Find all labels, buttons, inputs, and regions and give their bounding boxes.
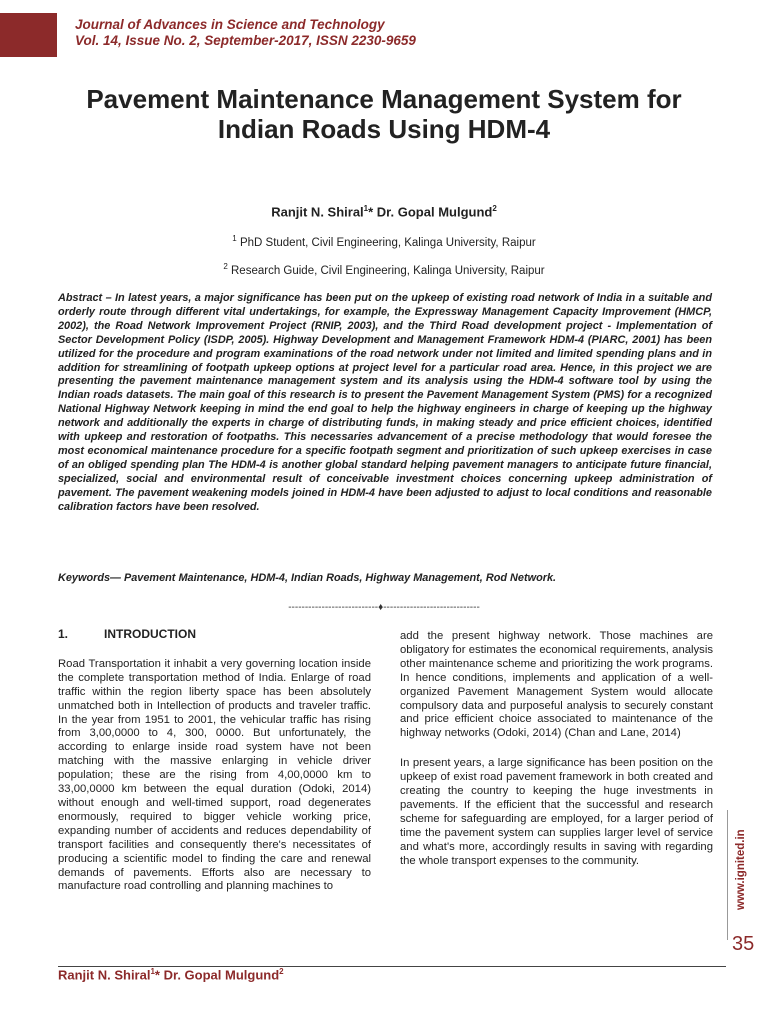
keywords: Keywords— Pavement Maintenance, HDM-4, Indian Roads, Highway Management, Rod Network. (58, 572, 557, 584)
journal-name: Journal of Advances in Science and Technology (75, 17, 385, 32)
affiliation-1 (0, 234, 768, 249)
journal-header (75, 17, 416, 49)
header-color-block (0, 13, 57, 57)
footer-author-2-sup: 2 (279, 967, 284, 976)
title-line-2: Indian Roads Using HDM-4 (217, 114, 551, 144)
author-separator: * (368, 204, 377, 220)
footer-author-1-sup: 1 (150, 967, 155, 976)
author-1: Ranjit N. Shiral (271, 204, 364, 220)
footer-author-2: Dr. Gopal Mulgund (163, 967, 280, 983)
authors-line (0, 204, 768, 219)
intro-paragraph-2: add the present highway network. Those machines are obligatory for estimates the economical requirements, analysis other maintenance scheme and prioritizing the work programs. In hence conditions, implements and application of a well-organized Pavement Management System would allocate compulsory data and purposeful analysis to securely constant and price efficient choice associated to maintenance of the highway networks (Odoki, 2014) (Chan and Lane, 2014) (400, 630, 713, 740)
affiliation-1-text: PhD Student, Civil Engineering, Kalinga University, Raipur (239, 236, 536, 249)
author-2: Dr. Gopal Mulgund (376, 204, 493, 220)
paper-title (30, 84, 738, 144)
title-line-1: Pavement Maintenance Management System for (86, 84, 682, 114)
author-1-sup: 1 (363, 204, 369, 213)
footer-author-1: Ranjit N. Shiral (58, 967, 151, 983)
publisher-url: www.ignited.in (735, 829, 747, 910)
intro-paragraph-3: In present years, a large significance has been position on the upkeep of exist road pavement framework in both created and creating the country to keeping the huge investments in pavements. If the efficient that the successful and research scheme for safeguarding are employed, for a larger period of time the pavement system can supplies larger level of service and what's more, accordingly results in saving with regarding the whole transport expenses to the community. (400, 757, 713, 867)
affiliation-2-sup: 2 (223, 262, 228, 271)
footer-author-separator: * (154, 967, 164, 983)
affiliation-2 (0, 262, 768, 277)
author-2-sup: 2 (492, 204, 497, 213)
intro-paragraph-1: Road Transportation it inhabit a very governing location inside the complete transportation method of India. Enlarge of road traffic within the region liberty space has been absolutely unmatched both in Intellection of products and traveler traffic. In the year from 1951 to 2001, the vehicular traffic has rising from 3,00,0000 to 4, 300, 0000. But unfortunately, the according to enlarge inside road system have not been matching with the massive enlarging in vehicle driver population; these are the rising from 4,00,0000 km to 33,00,0000 km between the equal duration (Odoki, 2014) without enough and well-timed support, road degenerates enormously, required to bigger vehicle working price, expanding number of accidents and reduces dependability of transport facilities and consequently there's necessitates of producing a scientific model to finding the care and renewal demands of pavements. Efforts also are necessary to manufacture road controlling and planning machines to (58, 657, 371, 893)
section-separator: ---------------------------♦----------------------------- (288, 602, 480, 613)
abstract: Abstract – In latest years, a major significance has been put on the upkeep of existing road network of India in a suitable and orderly route through different vital undertakings, for example, the Expressway Management Capacity Improvement (HMCP, 2002), the Road Network Improvement Project (RNIP, 2003), and the Third Road development project - Implementation of Sector Development Policy (ISDP, 2005). Highway Development and Management Framework HDM-4 (PIARC, 2001) has been utilized for the procedure and program examinations of the road network under not limited and limited spending plans and in addition for streamlining of footpath upkeep options at project level for a particular road area. Hence, in this project we are presenting the pavement maintenance management system and its analysis using the HDM-4 software tool by using the Indian roads datasets. The main goal of this research is to present the Pavement Management System (PMS) for a recognized National Highway Network keeping in mind the end goal to help the highway engineers in charge of keeping up the highway network and additionally the experts in charge of distributing funds, in making steady and price efficient choices, identified with upkeep and restoration of footpaths. This necessaries advancement of a precise methodology that would foresee the most economical maintenance procedure for a specific footpath segment and prioritization of such upkeep exercises in case of an obliged spending plan The HDM-4 is another global standard helping pavement managers to anticipate future financial, specialized, social and environmental result of conceivable investment choices concerning upkeep administration of pavement. The pavement weakening models joined in HDM-4 have been adjusted to adjust to local conditions and reasonable calibration factors have been resolved. (58, 292, 712, 513)
side-divider (727, 810, 728, 940)
right-column (400, 630, 713, 879)
journal-issue: Vol. 14, Issue No. 2, September-2017, ISSN 2230-9659 (75, 33, 416, 48)
section-title: INTRODUCTION (104, 627, 196, 641)
footer-authors (58, 967, 284, 982)
affiliation-1-sup: 1 (232, 234, 237, 243)
affiliation-2-text: Research Guide, Civil Engineering, Kalinga University, Raipur (231, 264, 545, 277)
introduction-heading (58, 628, 371, 642)
page-number: 35 (732, 933, 755, 955)
left-column (58, 628, 371, 904)
section-number: 1. (58, 627, 69, 641)
